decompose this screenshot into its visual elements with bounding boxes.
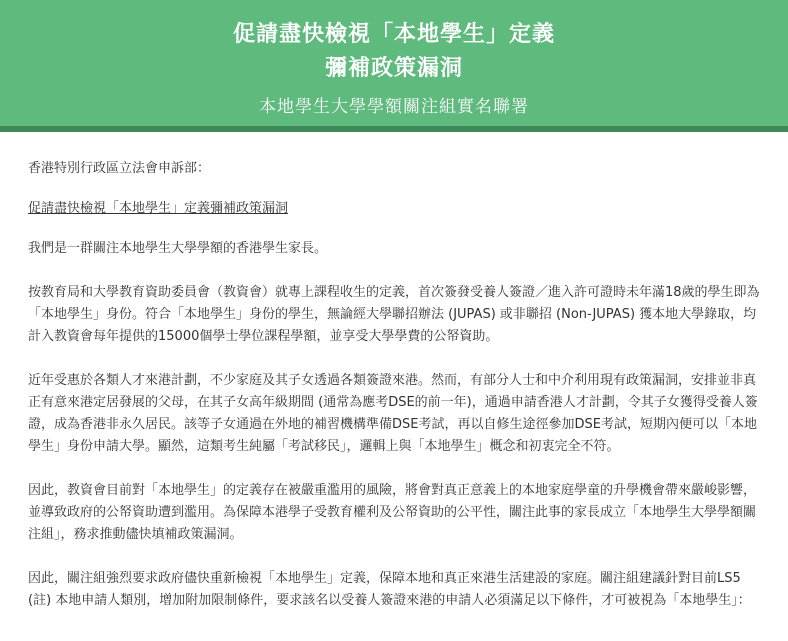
page-title-line1: 促請盡快檢視「本地學生」定義 [232, 22, 555, 47]
page-subtitle: 本地學生大學學額關注組實名聯署 [259, 97, 529, 117]
letter-subject: 促請盡快檢視「本地學生」定義彌補政策漏洞 [28, 201, 289, 216]
letter-paragraph: 因此，關注組強烈要求政府儘快重新檢視「本地學生」定義，保障本地和真正來港生活建設的家庭。關注組建議針對目前LS5 (註) 本地申請人類別，增加附加限制條件，要求該名以受養人簽證來港的申請人必須滿足以下條件，才可被視為「本地學生」： [28, 571, 751, 608]
letter-salutation: 香港特別行政區立法會申訴部： [28, 161, 211, 176]
letter-paragraph: 近年受惠於各類人才來港計劃，不少家庭及其子女透過各類簽證來港。然而，有部分人士和中介利用現有政策漏洞，安排並非真正有意來港定居發展的父母，在其子女高年級期間 (通常為應考DSE的前一年)，通過申請香港人才計劃，令其子女獲得受養人簽證，成為香港非永久居民。該等子女通過在外地的補習機構準備DSE考試，再以自修生途徑參加DSE考試，短期內便可以「本地學生」身份申請大學。顯然，這類考生純屬「考試移民」，邏輯上與「本地學生」概念和初衷完全不符。 [28, 373, 758, 454]
page-title-line2: 彌補政策漏洞 [324, 56, 463, 81]
letter-paragraph: 按教育局和大學教育資助委員會（教資會）就專上課程收生的定義，首次簽發受養人簽證／進入許可證時未年滿18歲的學生即為「本地學生」身份。符合「本地學生」身份的學生，無論經大學聯招辦法 (JUPAS) 或非聯招 (Non-JUPAS) 獲本地大學錄取，均計入教資會每年提供的15000個學士學位課程學額，並享受大學學費的公帑資助。 [28, 285, 760, 344]
letter-paragraph: 因此，教資會目前對「本地學生」的定義存在被嚴重濫用的風險，將會對真正意義上的本地家庭學童的升學機會帶來嚴峻影響，並導致政府的公帑資助遭到濫用。為保障本港學子受教育權利及公帑資助的公平性，關注此事的家長成立「本地學生大學學額關注組」，務求推動儘快填補政策漏洞。 [28, 483, 757, 542]
letter-intro: 我們是一群關注本地學生大學學額的香港學生家長。 [28, 241, 328, 256]
page-header [0, 0, 788, 132]
petition-letter [0, 158, 788, 612]
